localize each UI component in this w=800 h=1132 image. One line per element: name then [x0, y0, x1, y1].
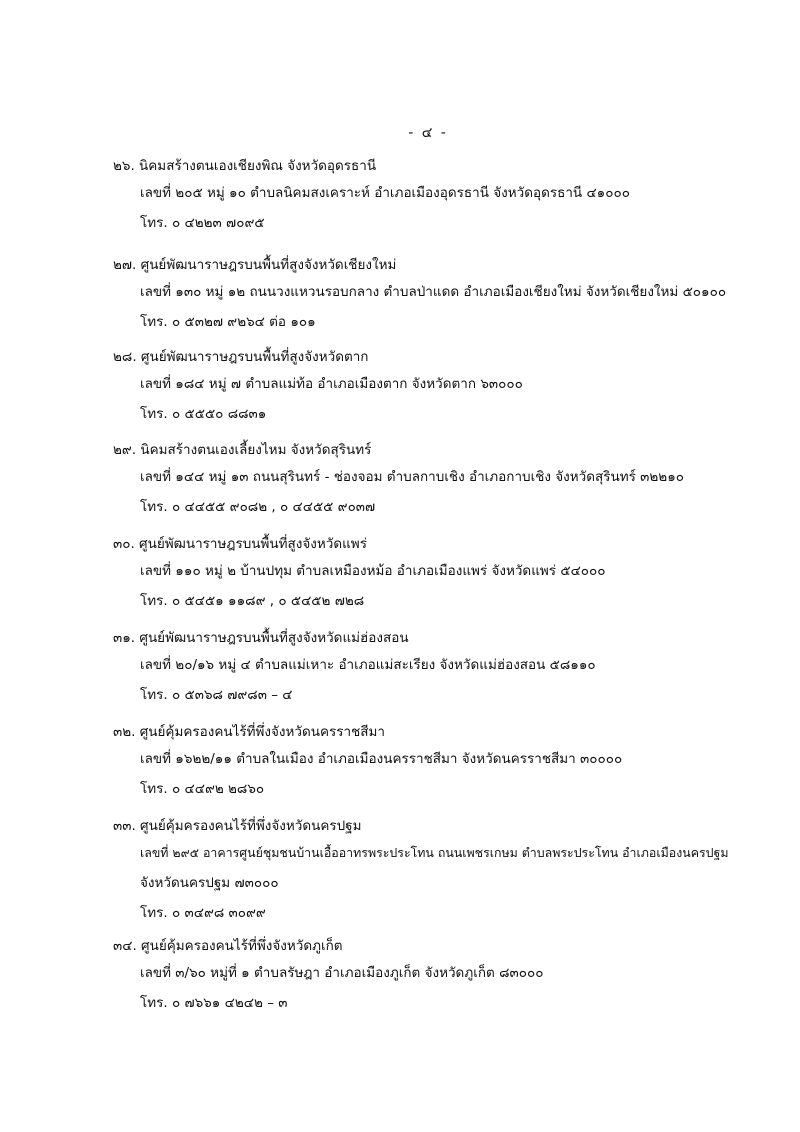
- entry-30: [113, 533, 753, 616]
- entry-29: [113, 439, 753, 522]
- entry-phone: โทร. ๐ ๕๓๖๘ ๗๙๘๓ – ๔: [140, 687, 293, 703]
- entry-title: ๓๔. ศูนย์คุ้มครองคนไร้ที่พึ่งจังหวัดภูเก็ต: [113, 938, 343, 954]
- entry-address: เลขที่ ๑๖๒๒/๑๑ ตำบลในเมือง อำเภอเมืองนครราชสีมา จังหวัดนครราชสีมา ๓๐๐๐๐: [140, 751, 623, 767]
- entry-phone: โทร. ๐ ๔๔๙๒ ๒๘๖๐: [140, 781, 265, 797]
- entry-phone: โทร. ๐ ๗๖๖๑ ๔๒๔๒ – ๓: [140, 995, 288, 1011]
- entry-address: เลขที่ ๑๔๔ หมู่ ๑๓ ถนนสุรินทร์ - ช่องจอม ตำบลกาบเชิง อำเภอกาบเชิง จังหวัดสุรินทร์ ๓๒๒๑๐: [140, 469, 685, 485]
- entry-address: เลขที่ ๒๙๕ อาคารศูนย์ชุมชนบ้านเอื้ออาทรพระประโทน ถนนเพชรเกษม ตำบลพระประโทน อำเภอเมืองนครปฐม: [140, 845, 729, 860]
- entry-34: [113, 935, 753, 1018]
- entry-address-continued: จังหวัดนครปฐม ๗๓๐๐๐: [140, 875, 279, 891]
- entry-address: เลขที่ ๑๘๔ หมู่ ๗ ตำบลแม่ท้อ อำเภอเมืองตาก จังหวัดตาก ๖๓๐๐๐: [140, 376, 523, 392]
- entry-address: เลขที่ ๒๐/๑๖ หมู่ ๔ ตำบลแม่เหาะ อำเภอแม่สะเรียง จังหวัดแม่ฮ่องสอน ๕๘๑๑๐: [140, 657, 596, 673]
- entry-phone: โทร. ๐ ๔๔๕๕ ๙๐๘๒ , ๐ ๔๔๕๕ ๙๐๓๗: [140, 499, 376, 515]
- entry-phone: โทร. ๐ ๓๔๙๘ ๓๐๙๙: [140, 905, 266, 921]
- entry-32: [113, 721, 753, 804]
- entry-phone: โทร. ๐ ๕๔๕๑ ๑๑๘๙ , ๐ ๕๔๕๒ ๗๒๘: [140, 593, 365, 609]
- entry-title: ๓๓. ศูนย์คุ้มครองคนไร้ที่พึ่งจังหวัดนครปฐม: [113, 818, 362, 834]
- entry-address: เลขที่ ๓/๖๐ หมู่ที่ ๑ ตำบลรัษฎา อำเภอเมืองภูเก็ต จังหวัดภูเก็ต ๘๓๐๐๐: [140, 965, 544, 981]
- entry-address: เลขที่ ๒๐๕ หมู่ ๑๐ ตำบลนิคมสงเคราะห์ อำเภอเมืองอุดรธานี จังหวัดอุดรธานี ๔๑๐๐๐: [140, 185, 630, 201]
- entry-28: [113, 346, 753, 429]
- entry-title: ๒๘. ศูนย์พัฒนาราษฎรบนพื้นที่สูงจังหวัดตาก: [113, 349, 369, 365]
- entry-title: ๒๙. นิคมสร้างตนเองเลี้ยงไหม จังหวัดสุรินทร์: [113, 442, 372, 458]
- entry-address: เลขที่ ๑๓๐ หมู่ ๑๒ ถนนวงแหวนรอบกลาง ตำบลป่าแดด อำเภอเมืองเชียงใหม่ จังหวัดเชียงใหม่ ๕๐๑๐๐: [140, 284, 727, 300]
- entry-27: [113, 254, 753, 337]
- entry-26: [113, 155, 753, 238]
- entry-31: [113, 627, 753, 710]
- page-number: - ๔ -: [408, 125, 448, 141]
- entry-title: ๓๑. ศูนย์พัฒนาราษฎรบนพื้นที่สูงจังหวัดแม่ฮ่องสอน: [113, 630, 409, 646]
- entry-title: ๒๗. ศูนย์พัฒนาราษฎรบนพื้นที่สูงจังหวัดเชียงใหม่: [113, 257, 397, 273]
- entry-phone: โทร. ๐ ๔๒๒๓ ๗๐๙๕: [140, 215, 265, 231]
- entry-phone: โทร. ๐ ๕๕๕๐ ๘๘๓๑: [140, 406, 267, 422]
- entry-address: เลขที่ ๑๑๐ หมู่ ๒ บ้านปทุม ตำบลเหมืองหม้อ อำเภอเมืองแพร่ จังหวัดแพร่ ๕๔๐๐๐: [140, 563, 606, 579]
- entry-title: ๓๐. ศูนย์พัฒนาราษฎรบนพื้นที่สูงจังหวัดแพร่: [113, 536, 367, 552]
- entry-33: [113, 815, 753, 928]
- entry-title: ๓๒. ศูนย์คุ้มครองคนไร้ที่พึ่งจังหวัดนครราชสีมา: [113, 724, 385, 740]
- entry-title: ๒๖. นิคมสร้างตนเองเชียงพิณ จังหวัดอุดรธานี: [113, 158, 377, 174]
- entry-phone: โทร. ๐ ๕๓๒๗ ๙๒๖๔ ต่อ ๑๐๑: [140, 314, 316, 330]
